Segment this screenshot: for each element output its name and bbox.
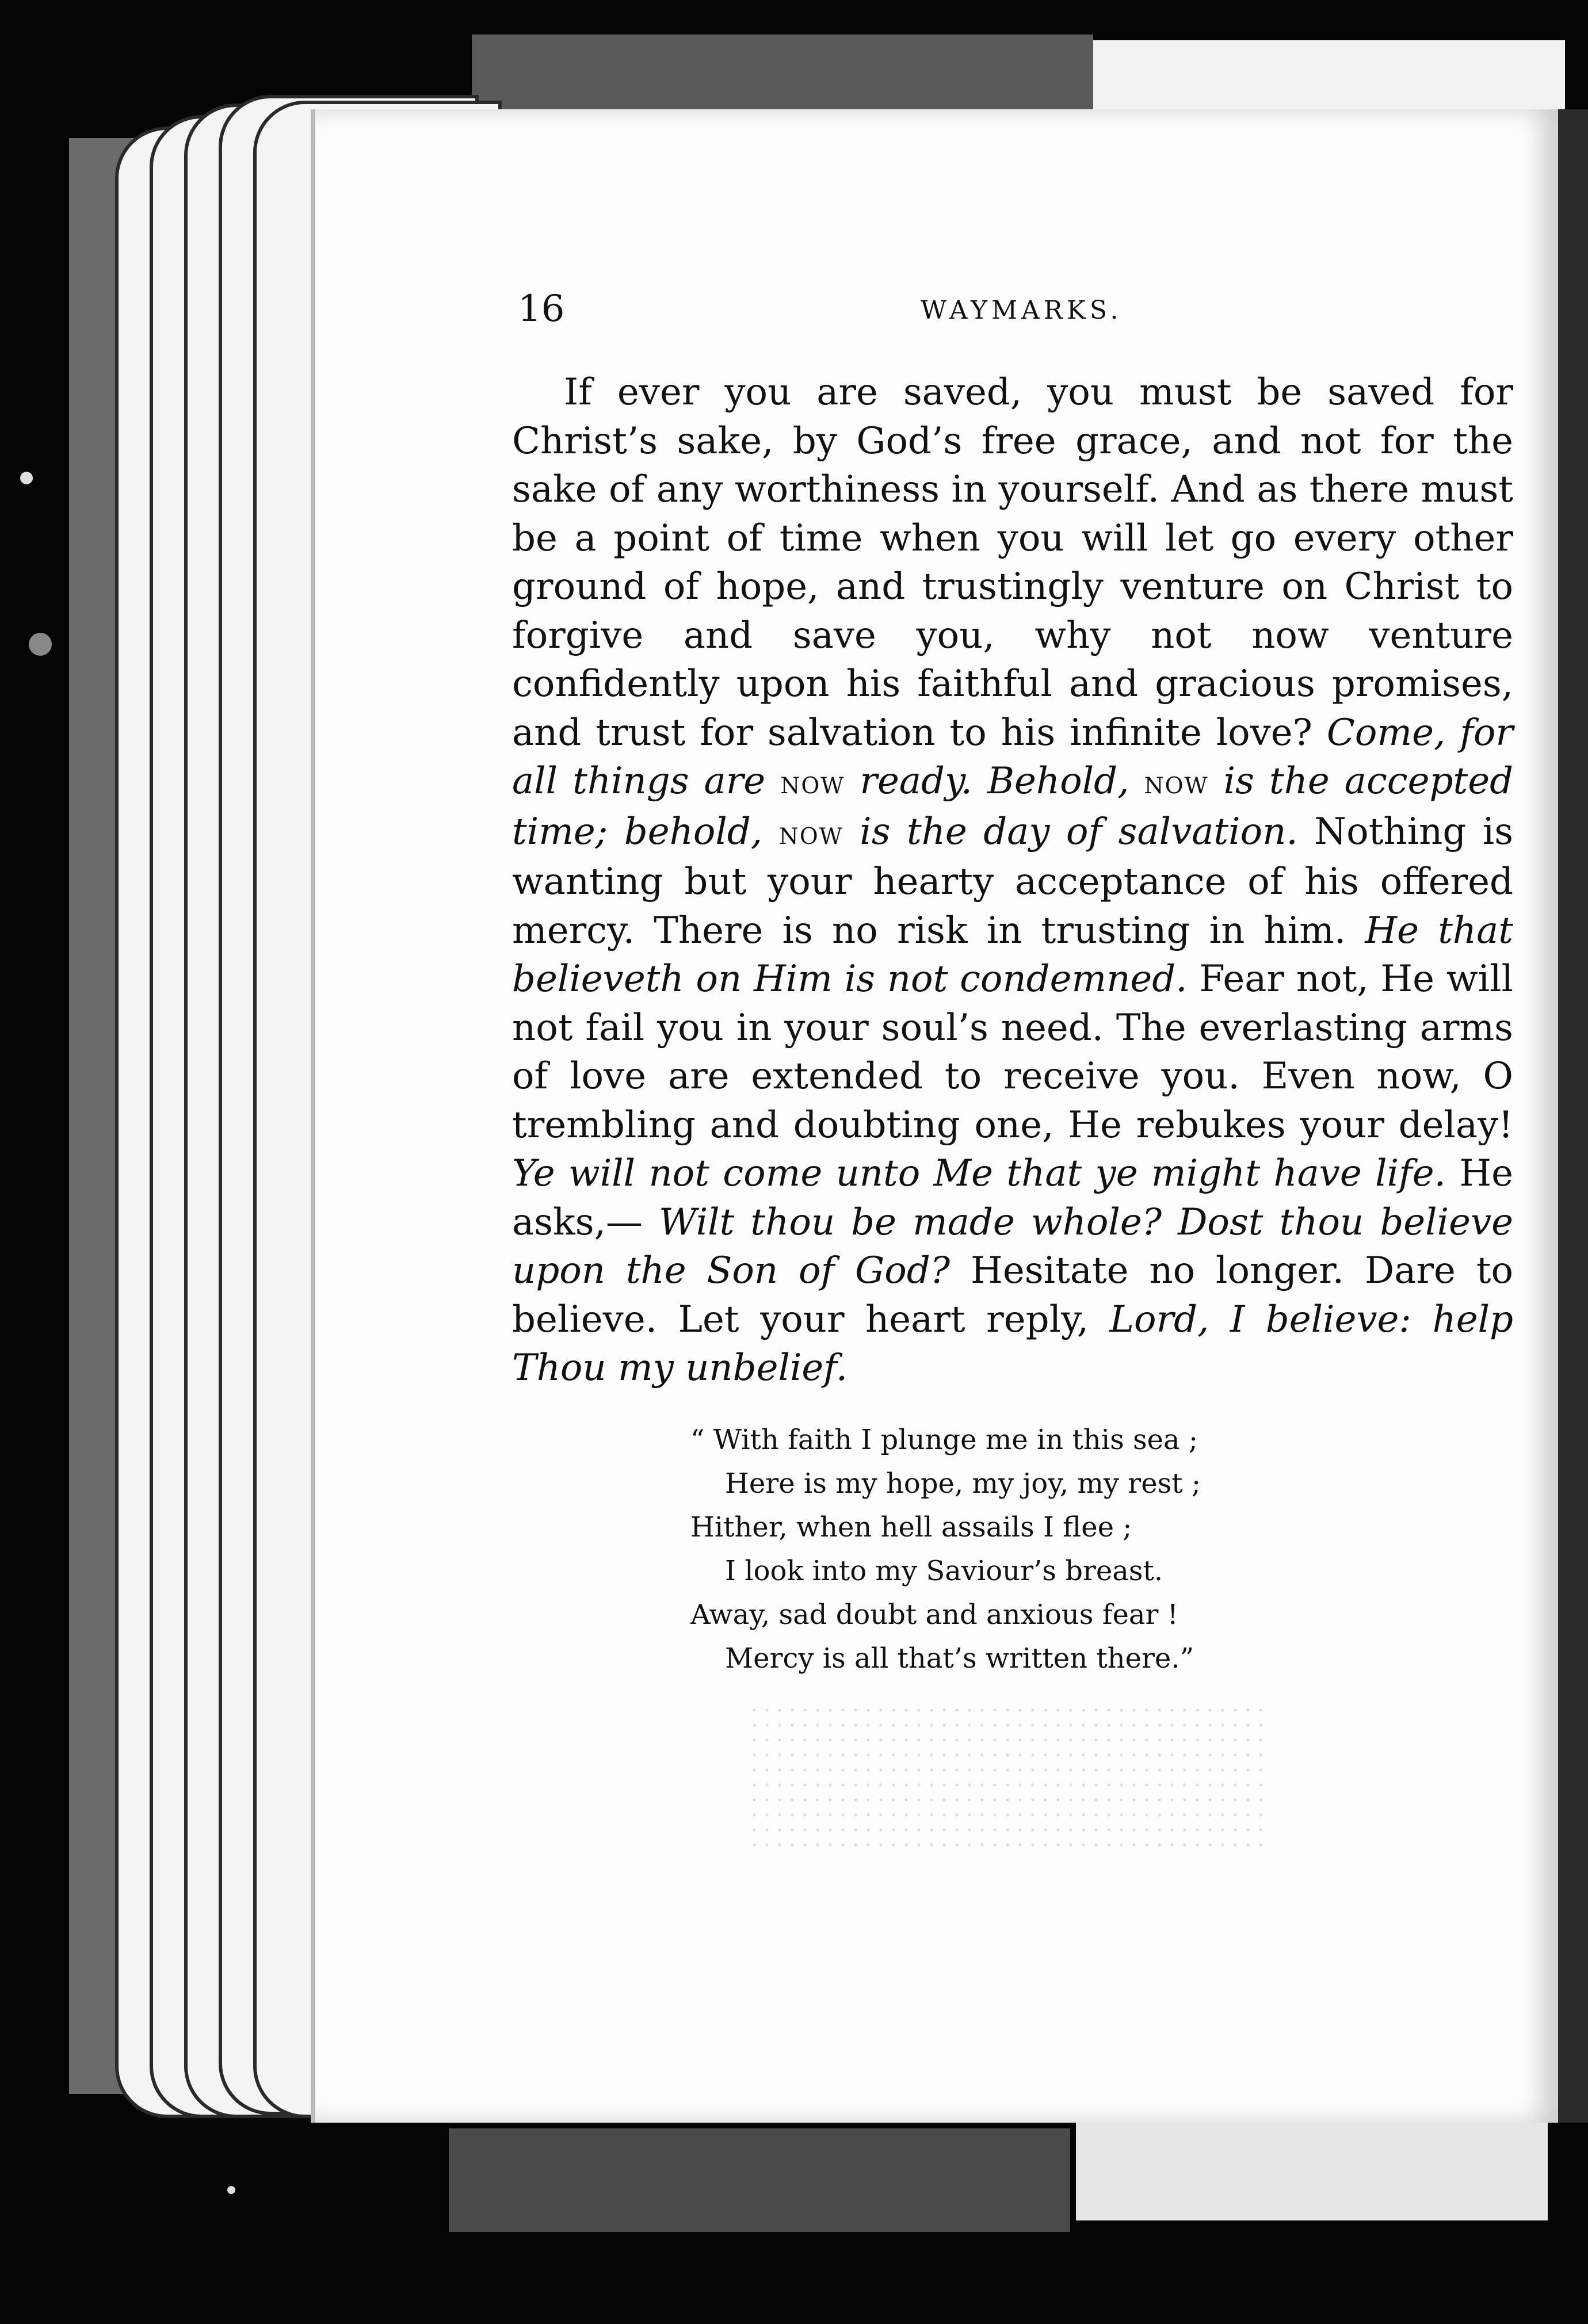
- text-run: He asks,—: [512, 1152, 1514, 1244]
- italic-run: Come, for all things are: [512, 711, 1514, 802]
- italic-run: ready. Behold,: [860, 760, 1129, 802]
- verse-line: Away, sad doubt and anxious fear !: [690, 1599, 1178, 1631]
- paper-slip-top: [1093, 40, 1565, 121]
- text-run: Hesitate no longer. Dare to believe. Let your heart reply,: [512, 1249, 1514, 1341]
- small-caps-run: now: [778, 814, 843, 852]
- show-through-ink: [748, 1703, 1266, 1852]
- running-header: [518, 288, 1496, 334]
- verse-line: I look into my Saviour’s breast.: [725, 1555, 1163, 1587]
- verse-block: [690, 1418, 1323, 1680]
- italic-run: He that believeth on Him is not condemned.: [512, 909, 1514, 1000]
- italic-run: Wilt thou be made whole? Dost thou believe upon the Son of God?: [512, 1201, 1514, 1292]
- italic-run: Ye will not come unto Me that ye might have life.: [512, 1152, 1446, 1195]
- italic-run: is the day of salvation.: [860, 810, 1298, 853]
- small-caps-run: now: [780, 764, 845, 801]
- scan-margin-bottom: [449, 2128, 1070, 2232]
- paper-slip-bottom: [1076, 2123, 1548, 2220]
- verse-line: Here is my hope, my joy, my rest ;: [725, 1467, 1201, 1500]
- verse-line: Mercy is all that’s written there.”: [725, 1642, 1194, 1675]
- verse-line: Hither, when hell assails I flee ;: [690, 1511, 1132, 1543]
- body-paragraph: [512, 368, 1513, 1393]
- text-run: Nothing is wanting but your hearty acceptance of his offered mercy. There is no risk in trusting in him.: [512, 810, 1514, 952]
- dust-speck: [227, 2186, 235, 2194]
- small-caps-run: now: [1144, 764, 1209, 801]
- text-run: If ever you are saved, you must be saved for Christ’s sake, by God’s free grace, and not for the sake of any worthiness in yourself. And as there must be a point of time when you will let go every other ground of hope, and trustingly venture on Christ to forgive and save you, why not now venture confidently upon his faithful and gracious promises, and trust for salvation to his infinite love?: [512, 371, 1513, 754]
- verse-line: “ With faith I plunge me in this sea ;: [690, 1424, 1198, 1456]
- italic-run: Lord, I believe: help Thou my unbelief.: [512, 1298, 1514, 1389]
- running-title: WAYMARKS.: [921, 296, 1123, 325]
- text-run: Fear not, He will not fail you in your soul’s need. The everlasting arms of love are extended to receive you. Even now, O trembling and doubting one, He rebukes your delay!: [512, 958, 1514, 1146]
- scan-margin-top: [472, 35, 1093, 121]
- dust-speck: [29, 633, 52, 656]
- italic-run: is the accepted time; behold,: [512, 760, 1514, 853]
- gutter-shadow: [1553, 109, 1588, 2123]
- page-number: 16: [518, 288, 565, 330]
- dust-speck: [20, 472, 33, 484]
